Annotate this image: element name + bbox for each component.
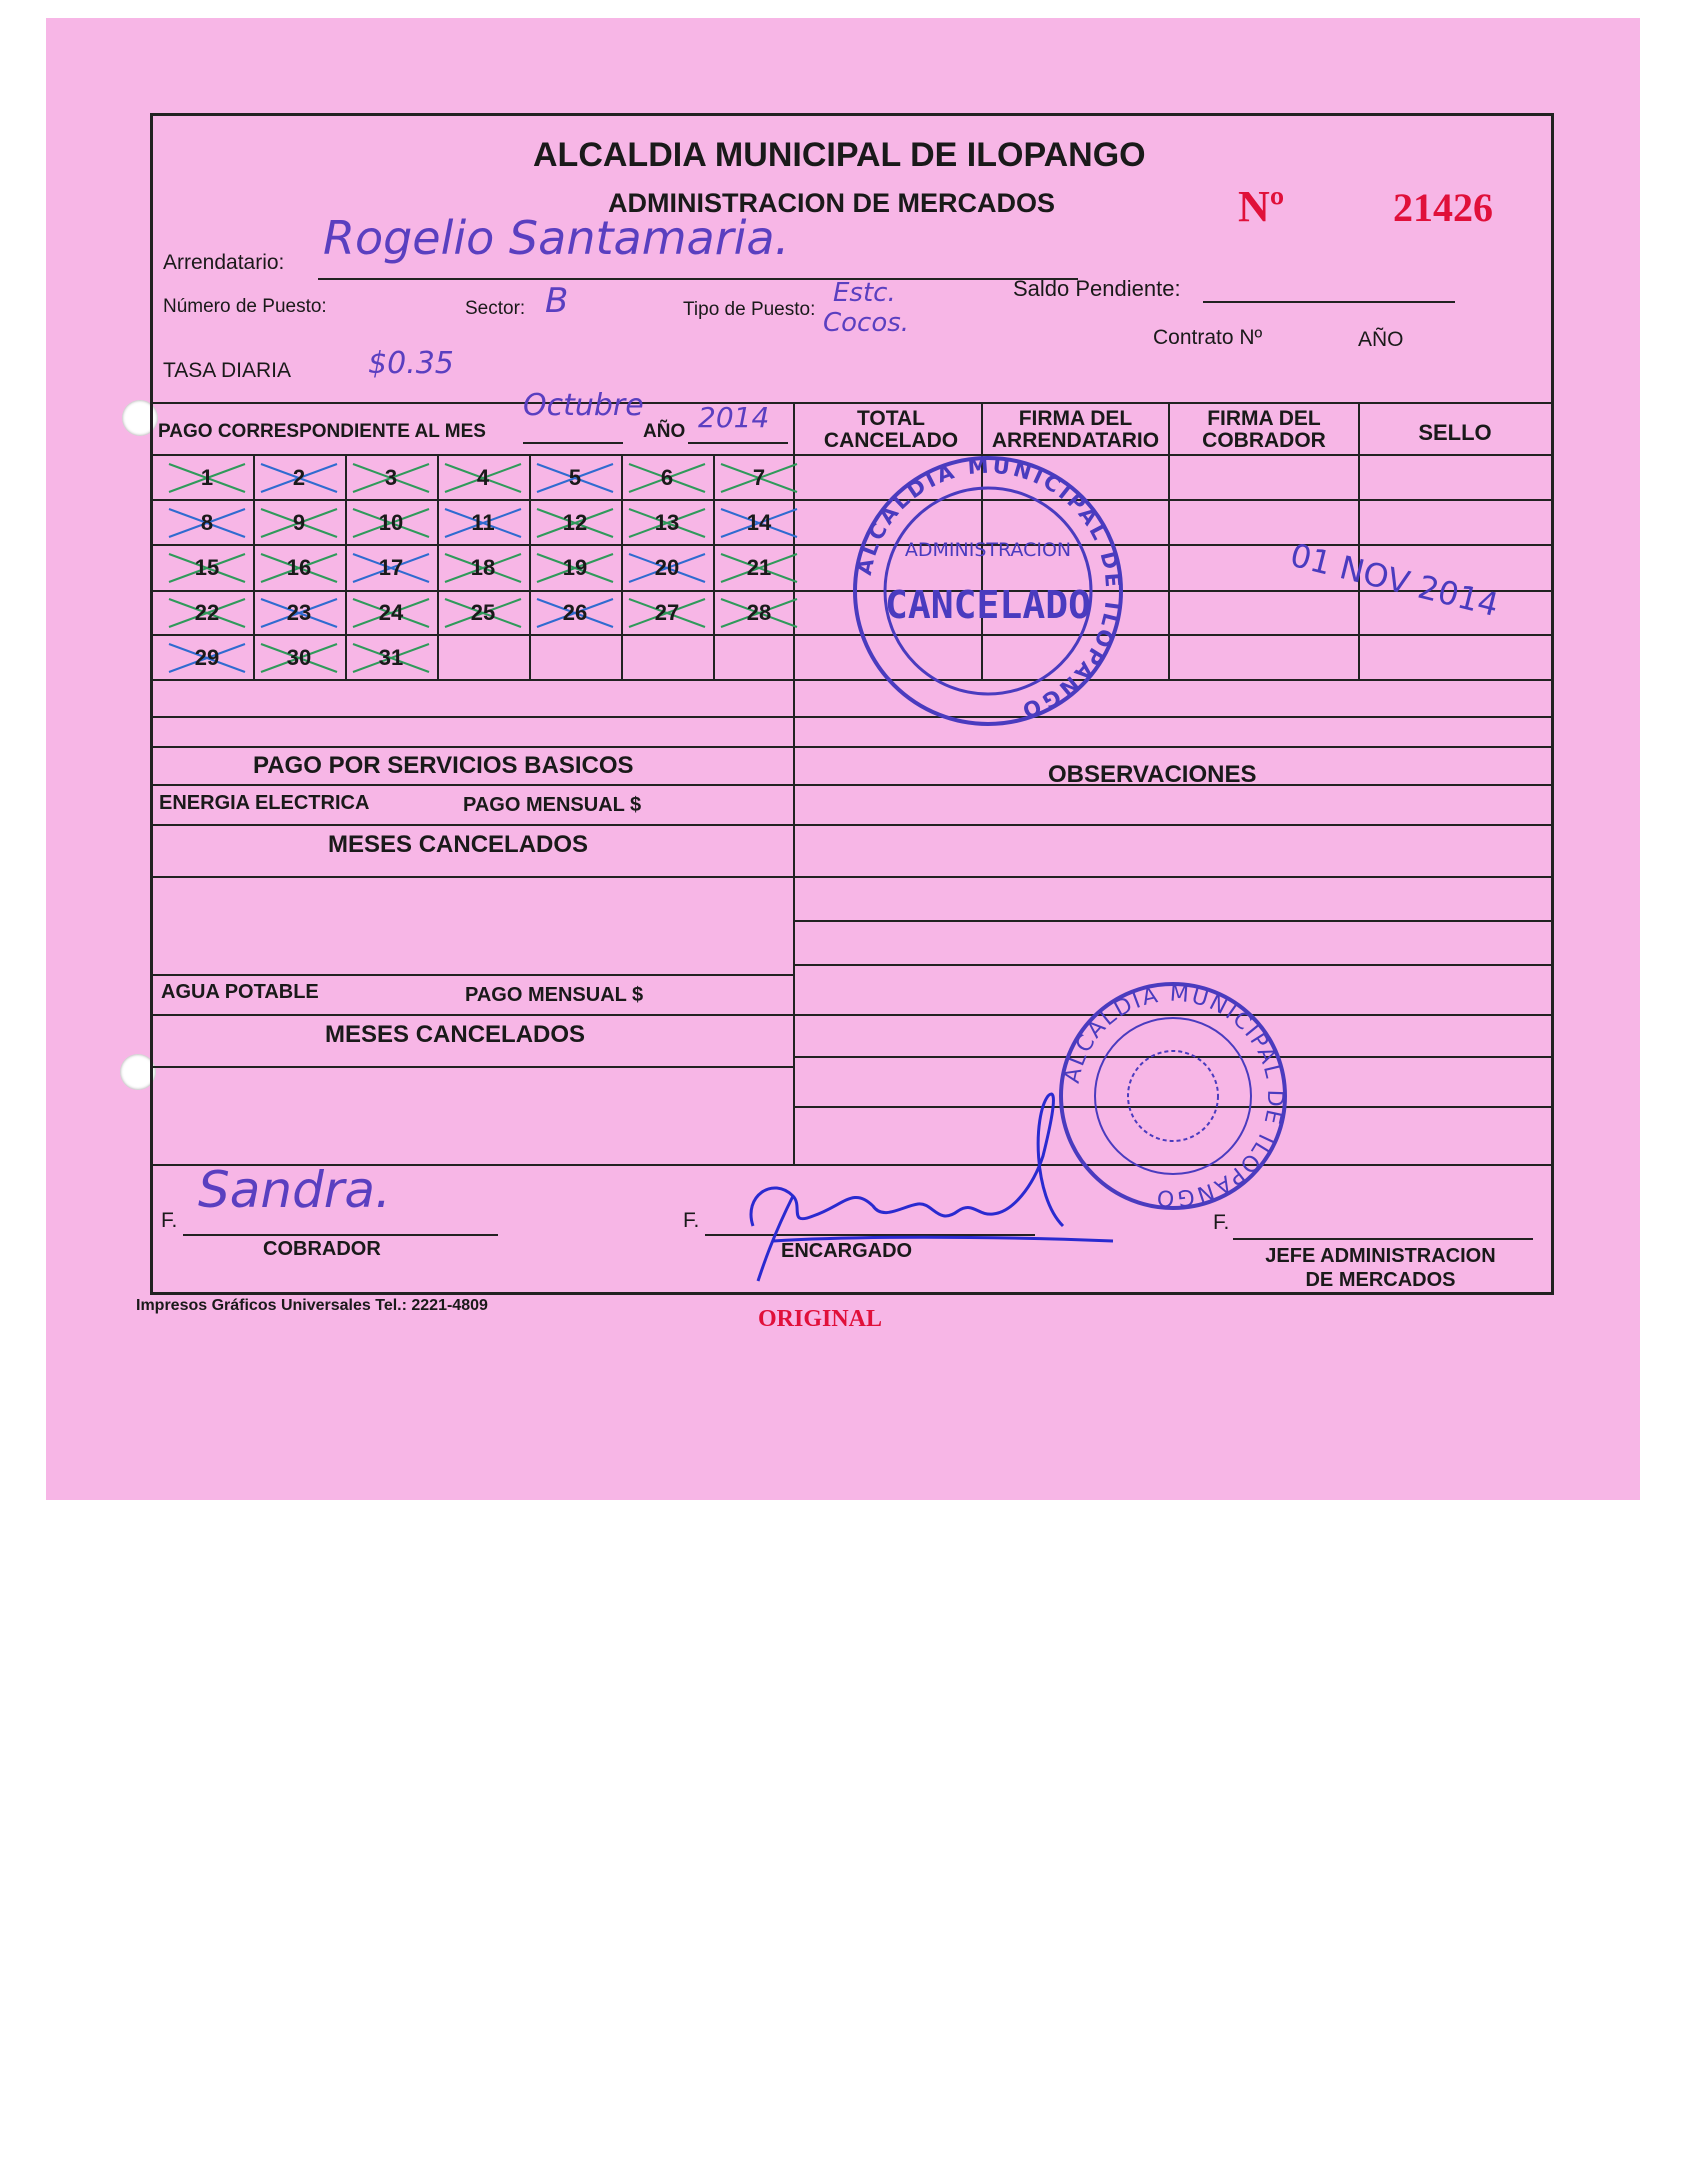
cobrador-signature: Sandra.: [198, 1161, 391, 1219]
ano-label: AÑO: [643, 421, 686, 442]
sector-value: B: [545, 281, 569, 321]
col-firma-arrendatario-header: FIRMA DEL ARRENDATARIO: [991, 407, 1160, 452]
day-cell: 22: [161, 591, 253, 635]
svg-text:ADMINISTRACION: ADMINISTRACION: [904, 539, 1072, 561]
day-cell: 3: [345, 456, 437, 500]
ano-value: 2014: [698, 401, 770, 434]
day-cell: 20: [621, 546, 713, 590]
day-cell: 29: [161, 636, 253, 680]
mes-label: PAGO CORRESPONDIENTE AL MES: [158, 421, 486, 442]
day-cell: 11: [437, 501, 529, 545]
day-cell: 9: [253, 501, 345, 545]
day-cell: 31: [345, 636, 437, 680]
tipo-value-1: Estc.: [833, 278, 896, 308]
pago-mensual-agua: PAGO MENSUAL $: [465, 984, 644, 1006]
form-subtitle: ADMINISTRACION DE MERCADOS: [608, 188, 1056, 218]
encargado-signature: [733, 1076, 1133, 1286]
tasa-value: $0.35: [368, 346, 454, 381]
mes-value: Octubre: [523, 388, 644, 423]
day-cell: 6: [621, 456, 713, 500]
services-title: PAGO POR SERVICIOS BASICOS: [253, 752, 634, 779]
day-cell: 23: [253, 591, 345, 635]
svg-text:ALCALDIA MUNICIPAL DE ILOPANGO: ALCALDIA MUNICIPAL DE ILOPANGO: [851, 453, 1126, 724]
day-cell: 5: [529, 456, 621, 500]
arrendatario-label: Arrendatario:: [163, 251, 285, 274]
day-cell: 16: [253, 546, 345, 590]
firma-jefe-f: F.: [1213, 1211, 1230, 1234]
stamp-date: 01 NOV 2014: [1286, 535, 1503, 625]
day-cell: 28: [713, 591, 805, 635]
svg-text:ALCALDIA MUNICIPAL DE ILOPANGO: ALCALDIA MUNICIPAL DE ILOPANGO: [1059, 981, 1288, 1211]
pago-mensual-energia: PAGO MENSUAL $: [463, 794, 642, 816]
firma-cobrador-f: F.: [161, 1209, 178, 1232]
day-cell: 17: [345, 546, 437, 590]
sector-label: Sector:: [465, 298, 526, 319]
day-cell: 4: [437, 456, 529, 500]
day-cell: 10: [345, 501, 437, 545]
firma-encargado-f: F.: [683, 1209, 700, 1232]
day-cell: 15: [161, 546, 253, 590]
day-cell: 26: [529, 591, 621, 635]
agua-label: AGUA POTABLE: [161, 981, 319, 1003]
day-cell: 24: [345, 591, 437, 635]
printer-info: Impresos Gráficos Universales Tel.: 2221-4809: [136, 1297, 488, 1314]
cancelado-stamp: [843, 446, 1133, 736]
day-cell: 25: [437, 591, 529, 635]
jefe-label: JEFE ADMINISTRACION DE MERCADOS: [1265, 1245, 1496, 1291]
day-cell: 8: [161, 501, 253, 545]
puesto-label: Número de Puesto:: [163, 296, 327, 317]
copy-label: ORIGINAL: [758, 1306, 883, 1332]
observaciones-title: OBSERVACIONES: [1048, 761, 1257, 788]
encargado-label: ENCARGADO: [781, 1240, 913, 1262]
arrendatario-value: Rogelio Santamaria.: [323, 211, 790, 265]
svg-text:CANCELADO: CANCELADO: [885, 583, 1091, 627]
number-label: Nº: [1238, 182, 1285, 231]
day-cell: 13: [621, 501, 713, 545]
day-cell: 12: [529, 501, 621, 545]
day-cell: 27: [621, 591, 713, 635]
contrato-label: Contrato Nº: [1153, 326, 1263, 349]
col-firma-cobrador-header: FIRMA DEL COBRADOR: [1202, 407, 1326, 452]
cobrador-label: COBRADOR: [263, 1238, 381, 1260]
day-cell: 30: [253, 636, 345, 680]
day-cell: 1: [161, 456, 253, 500]
energia-label: ENERGIA ELECTRICA: [159, 792, 370, 814]
saldo-label: Saldo Pendiente:: [1013, 276, 1181, 301]
receipt-form: [150, 113, 1554, 1295]
day-cell: 19: [529, 546, 621, 590]
tasa-label: TASA DIARIA: [163, 359, 291, 382]
day-cell: 21: [713, 546, 805, 590]
form-title: ALCALDIA MUNICIPAL DE ILOPANGO: [533, 136, 1146, 174]
col-total-header: TOTAL CANCELADO: [823, 407, 959, 452]
meses-cancelados-agua: MESES CANCELADOS: [325, 1021, 586, 1048]
tipo-label: Tipo de Puesto:: [683, 299, 816, 320]
col-sello-header: SELLO: [1418, 420, 1492, 445]
day-cell: 14: [713, 501, 805, 545]
tipo-value-2: Cocos.: [823, 308, 910, 338]
day-cell: 7: [713, 456, 805, 500]
receipt-number: 21426: [1393, 185, 1493, 230]
day-cell: 2: [253, 456, 345, 500]
meses-cancelados-energia: MESES CANCELADOS: [328, 831, 589, 858]
day-cell: 18: [437, 546, 529, 590]
contrato-ano-label: AÑO: [1358, 328, 1404, 351]
